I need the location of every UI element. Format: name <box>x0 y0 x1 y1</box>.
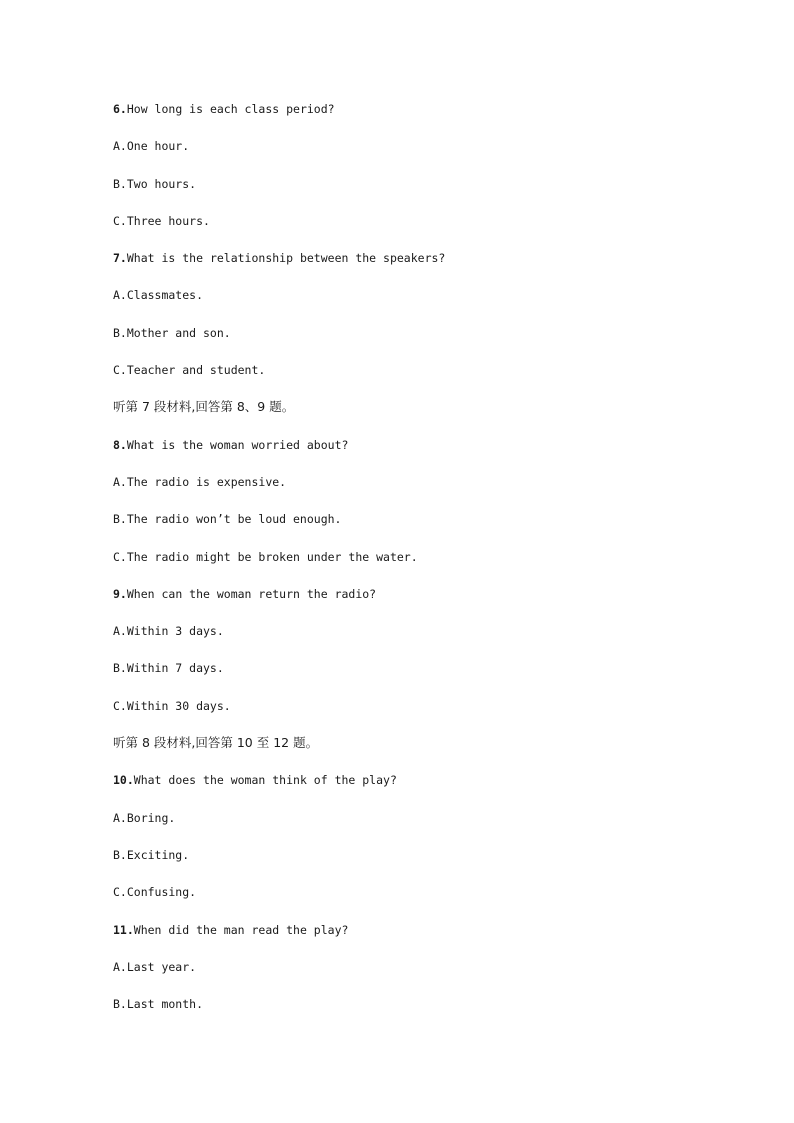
option-6b: B.Two hours. <box>113 176 197 191</box>
question-text: What is the woman worried about? <box>126 437 349 452</box>
section-instruction-8: 听第 8 段材料,回答第 10 至 12 题。 <box>113 735 319 751</box>
option-7b: B.Mother and son. <box>113 325 231 340</box>
question-number: 9. <box>113 586 127 601</box>
option-8a: A.The radio is expensive. <box>113 474 287 489</box>
document-content <box>113 100 713 1032</box>
question-text: How long is each class period? <box>126 102 335 116</box>
question-text: When can the woman return the radio? <box>126 586 377 601</box>
question-number: 11. <box>113 922 134 937</box>
question-number: 6. <box>113 102 127 116</box>
question-7 <box>113 249 713 286</box>
option-9b: B.Within 7 days. <box>113 661 224 676</box>
option-10c: C.Confusing. <box>113 885 197 900</box>
question-text: What is the relationship between the speakers? <box>126 251 446 266</box>
question-10 <box>113 771 713 808</box>
section-instruction-7: 听第 7 段材料,回答第 8、9 题。 <box>113 399 295 415</box>
option-9a: A.Within 3 days. <box>113 624 224 639</box>
option-7c: C.Teacher and student. <box>113 363 266 378</box>
option-6c: C.Three hours. <box>113 213 210 228</box>
option-6a: A.One hour. <box>113 139 190 154</box>
question-number: 8. <box>113 437 127 452</box>
question-6 <box>113 100 713 137</box>
option-9c: C.Within 30 days. <box>113 698 231 713</box>
question-text: When did the man read the play? <box>133 922 349 937</box>
question-11 <box>113 921 713 958</box>
option-7a: A.Classmates. <box>113 288 204 303</box>
option-11a: A.Last year. <box>113 959 197 974</box>
option-10a: A.Boring. <box>113 810 176 825</box>
option-8b: B.The radio won’t be loud enough. <box>113 512 342 527</box>
question-9 <box>113 585 713 622</box>
question-number: 7. <box>113 251 127 266</box>
question-number: 10. <box>113 773 134 788</box>
option-10b: B.Exciting. <box>113 847 190 862</box>
option-8c: C.The radio might be broken under the water. <box>113 549 418 564</box>
question-8 <box>113 436 713 473</box>
question-text: What does the woman think of the play? <box>133 773 397 788</box>
option-11b: B.Last month. <box>113 997 204 1012</box>
